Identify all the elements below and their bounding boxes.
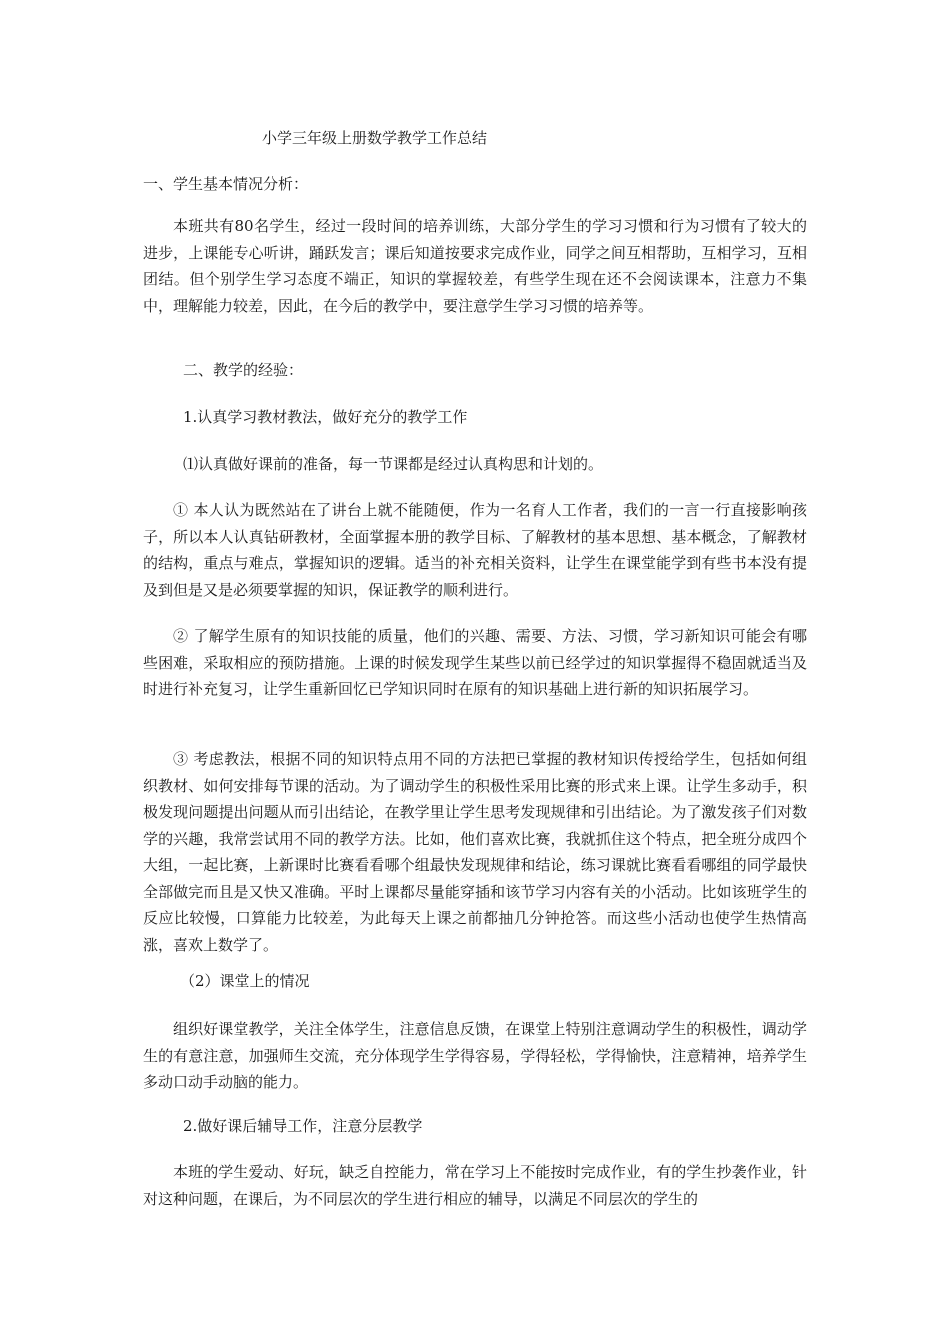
paragraph-point-3: ③ 考虑教法，根据不同的知识特点用不同的方法把已掌握的教材知识传授给学生，包括如何组织教材、如何安排每节课的活动。为了调动学生的积极性采用比赛的形式来上课。让学生多动手，积极发现问题提出问题从而引出结论，在教学里让学生思考发现规律和引出结论。为了激发孩子们对数学的兴趣，我常尝试用不同的教学方法。比如，他们喜欢比赛，我就抓住这个特点，把全班分成四个大组，一起比赛，上新课时比赛看看哪个组最快发现规律和结论，练习课就比赛看看哪组的同学最快全部做完而且是又快又准确。平时上课都尽量能穿插和该节学习内容有关的小活动。比如该班学生的反应比较慢，口算能力比较差，为此每天上课之前都抽几分钟抢答。而这些小活动也使学生热情高涨，喜欢上数学了。 xyxy=(143,750,807,954)
subheading-lesson-preparation: ⑴认真做好课前的准备，每一节课都是经过认真构思和计划的。 xyxy=(183,455,604,473)
paragraph-student-situation: 本班共有80名学生，经过一段时间的培养训练，大部分学生的学习习惯和行为习惯有了较大的进步，上课能专心听讲，踊跃发言；课后知道按要求完成作业，同学之间互相帮助，互相学习，互相团结。但个别学生学习态度不端正，知识的掌握较差，有些学生现在还不会阅读课本，注意力不集中，理解能力较差，因此，在今后的教学中，要注意学生学习习惯的培养等。 xyxy=(143,217,807,315)
section-heading-teaching-experience: 二、教学的经验： xyxy=(183,361,304,379)
paragraph-point-2: ② 了解学生原有的知识技能的质量，他们的兴趣、需要、方法、习惯，学习新知识可能会有哪些困难，采取相应的预防措施。上课的时候发现学生某些以前已经学过的知识掌握得不稳固就适当及时进行补充复习，让学生重新回忆已学知识同时在原有的知识基础上进行新的知识拓展学习。 xyxy=(143,627,807,698)
paragraph-tutoring: 本班的学生爱动、好玩，缺乏自控能力，常在学习上不能按时完成作业，有的学生抄袭作业，针对这种问题，在课后，为不同层次的学生进行相应的辅导，以满足不同层次的学生的 xyxy=(143,1163,807,1208)
document-title: 小学三年级上册数学教学工作总结 xyxy=(262,129,488,147)
section-heading-student-analysis: 一、学生基本情况分析： xyxy=(143,175,309,193)
subheading-classroom-situation: （2）课堂上的情况 xyxy=(180,972,310,990)
paragraph-classroom: 组织好课堂教学，关注全体学生，注意信息反馈，在课堂上特别注意调动学生的积极性，调动学生的有意注意，加强师生交流，充分体现学生学得容易，学得轻松，学得愉快，注意精神，培养学生多动口动手动脑的能力。 xyxy=(143,1020,807,1091)
subheading-study-textbook: 1.认真学习教材教法，做好充分的教学工作 xyxy=(183,408,468,426)
subheading-after-class-tutoring: 2.做好课后辅导工作，注意分层教学 xyxy=(183,1117,423,1135)
paragraph-point-1: ① 本人认为既然站在了讲台上就不能随便，作为一名育人工作者，我们的一言一行直接影响孩子，所以本人认真钻研教材，全面掌握本册的教学目标、了解教材的基本思想、基本概念，了解教材的结构，重点与难点，掌握知识的逻辑。适当的补充相关资料，让学生在课堂能学到有些书本没有提及到但是又是必须要掌握的知识，保证教学的顺利进行。 xyxy=(143,501,807,599)
